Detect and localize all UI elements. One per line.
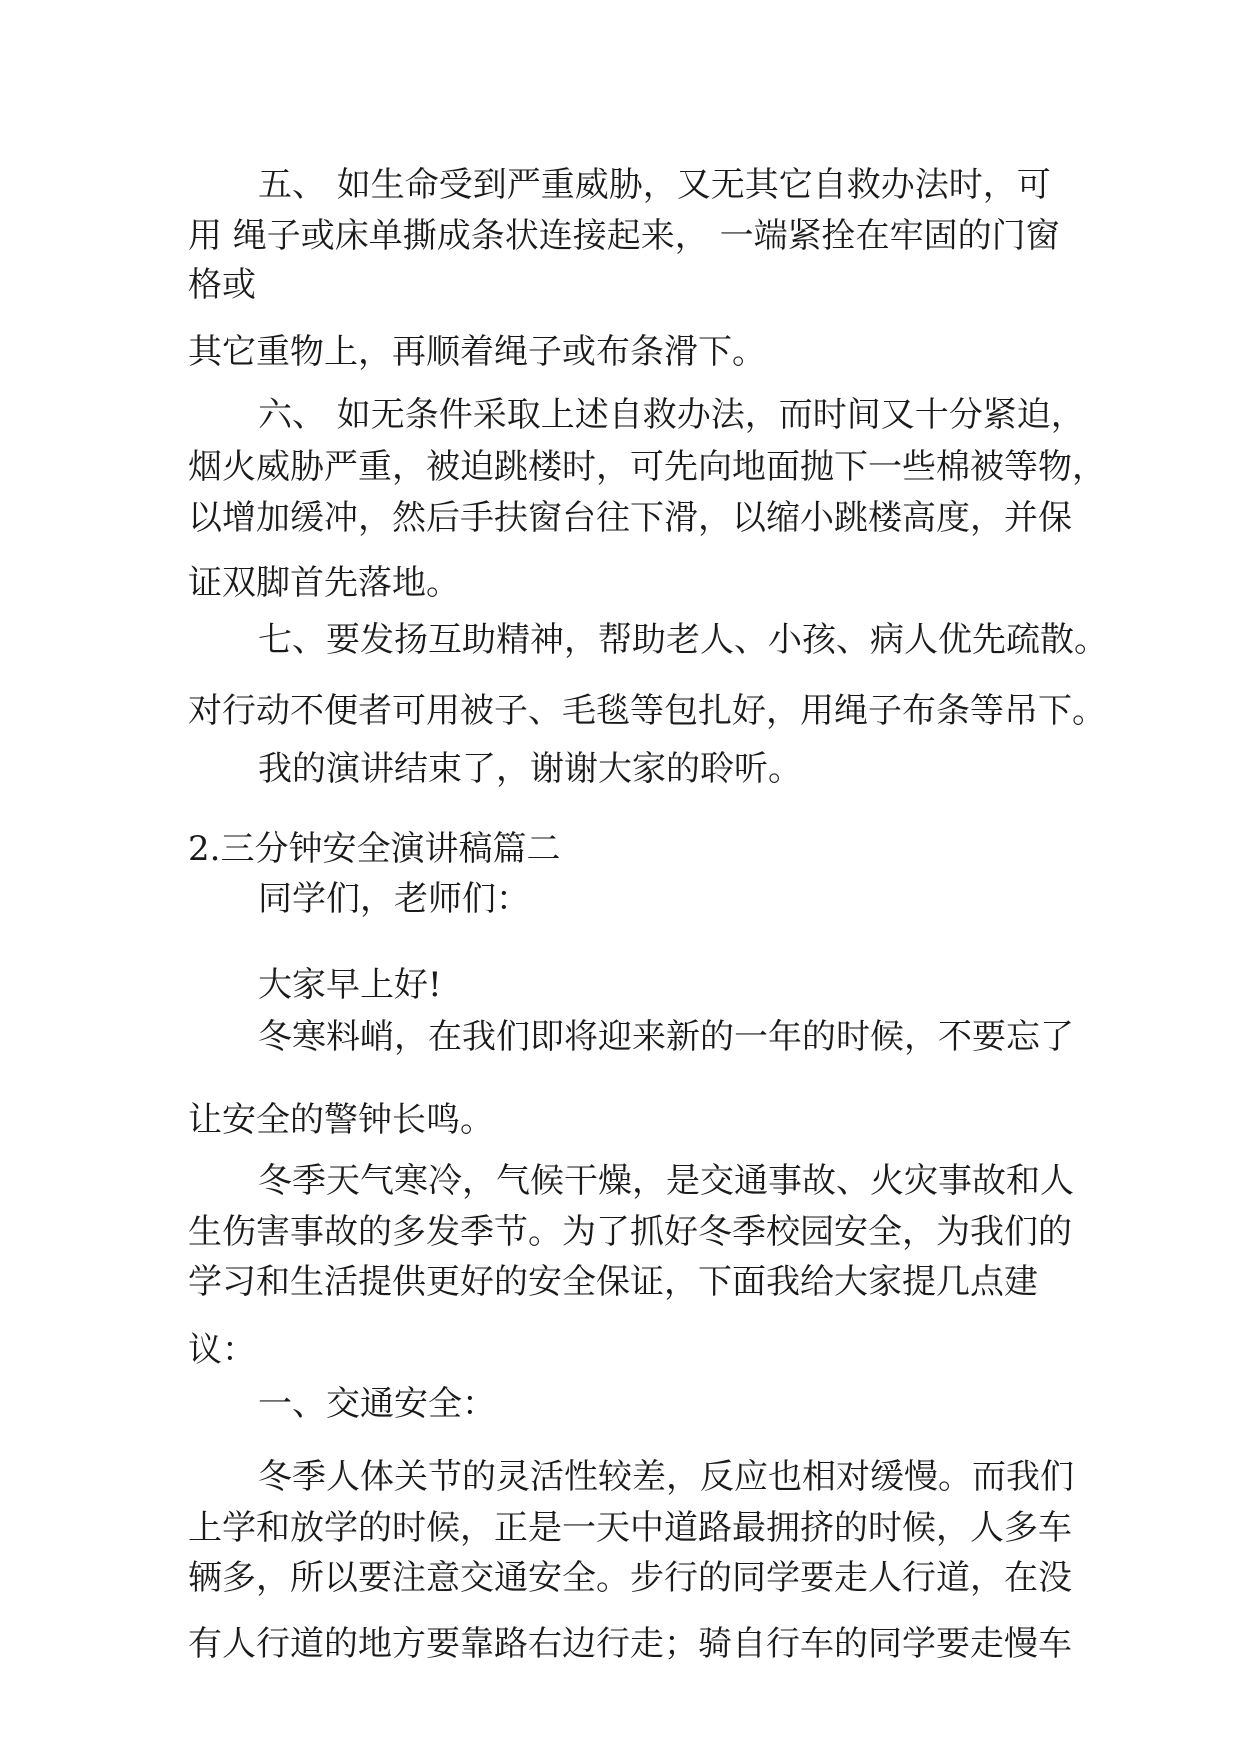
text-line: 以增加缓冲，然后手扶窗台往下滑，以缩小跳楼高度，并保 — [188, 498, 1072, 538]
text-line: 同学们，老师们： — [258, 879, 530, 919]
text-line: 格或 — [188, 265, 256, 305]
text-line: 有人行道的地方要靠路右边行走；骑自行车的同学要走慢车 — [188, 1624, 1072, 1664]
text-line: 其它重物上，再顺着绳子或布条滑下。 — [188, 332, 766, 372]
text-line: 上学和放学的时候，正是一天中道路最拥挤的时候，人多车 — [188, 1508, 1072, 1548]
text-line: 辆多，所以要注意交通安全。步行的同学要走人行道，在没 — [188, 1558, 1072, 1598]
text-line: 冬季天气寒冷，气候干燥，是交通事故、火灾事故和人 — [258, 1161, 1074, 1201]
text-line: 一、交通安全： — [258, 1384, 496, 1424]
text-line: 让安全的警钟长鸣。 — [188, 1100, 494, 1140]
text-line: 冬寒料峭，在我们即将迎来新的一年的时候，不要忘了 — [258, 1017, 1074, 1057]
text-line: 我的演讲结束了，谢谢大家的聆听。 — [258, 749, 802, 789]
text-line: 生伤害事故的多发季节。为了抓好冬季校园安全，为我们的 — [188, 1212, 1072, 1252]
text-line: 对行动不便者可用被子、毛毯等包扎好，用绳子布条等吊下。 — [188, 691, 1106, 731]
text-line: 学习和生活提供更好的安全保证，下面我给大家提几点建 — [188, 1262, 1038, 1302]
text-line: 大家早上好! — [258, 965, 442, 1005]
text-line: 冬季人体关节的灵活性较差，反应也相对缓慢。而我们 — [258, 1457, 1074, 1497]
text-line: 五、 如生命受到严重威胁，又无其它自救办法时，可 — [258, 165, 1051, 205]
text-line: 证双脚首先落地。 — [188, 563, 460, 603]
text-line: 用 绳子或床单撕成条状连接起来， 一端紧拴在牢固的门窗 — [188, 216, 1060, 256]
section-heading: 2.三分钟安全演讲稿篇二 — [188, 829, 561, 869]
text-line: 七、要发扬互助精神，帮助老人、小孩、病人优先疏散。 — [258, 620, 1108, 660]
text-line: 六、 如无条件采取上述自救办法，而时间又十分紧迫， — [258, 395, 1085, 435]
text-line: 议： — [188, 1330, 256, 1370]
text-line: 烟火威胁严重，被迫跳楼时，可先向地面抛下一些棉被等物， — [188, 447, 1106, 487]
